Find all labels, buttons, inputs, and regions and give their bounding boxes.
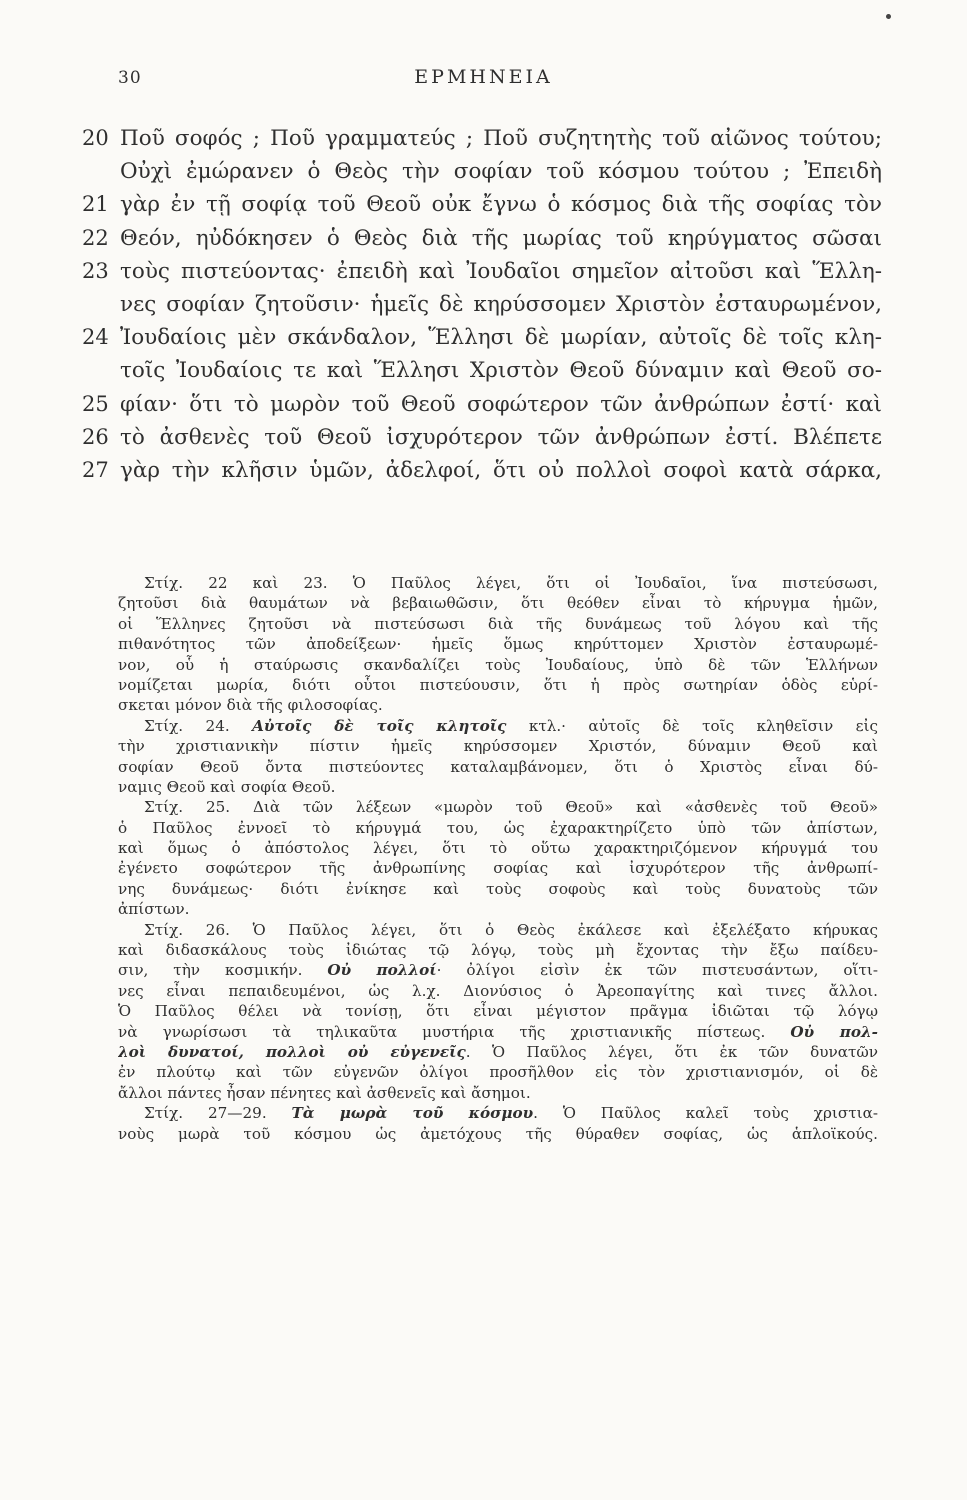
note-line — [118, 797, 878, 817]
verse-line — [82, 255, 882, 288]
note-line — [118, 593, 878, 613]
verse-text: Θεόν, ηὐδόκησεν ὁ Θεὸς διὰ τῆς μωρίας τοῦ κηρύγματος σῶσαι — [120, 225, 882, 251]
verse-number: 21 — [82, 192, 109, 217]
commentary-notes — [118, 573, 878, 1144]
verse-number: 27 — [82, 457, 109, 482]
verse-number: 25 — [82, 391, 109, 416]
note-text: νον, οὗ ἡ σταύρωσις σκανδαλίζει τοὺς Ἰουδαίους, ὑπὸ δὲ τῶν Ἑλλήνων — [118, 655, 878, 674]
note-text: καὶ ὅμως ὁ ἀπόστολος λέγει, ὅτι τὸ οὕτω χαρακτηριζόμενον κήρυγμά του — [118, 839, 878, 858]
verse-text: τοὺς πιστεύοντας· ἐπειδὴ καὶ Ἰουδαῖοι σημεῖον αἰτοῦσι καὶ Ἕλλη- — [120, 258, 882, 284]
verse-text: φίαν· ὅτι τὸ μωρὸν τοῦ Θεοῦ σοφώτερον τῶν ἀνθρώπων ἐστί· καὶ — [120, 391, 882, 417]
page-header — [0, 64, 967, 94]
verse-number: 23 — [82, 258, 109, 283]
verse-text: Ἰουδαίοις μὲν σκάνδαλον, Ἕλλησι δὲ μωρίαν, αὐτοῖς δὲ τοῖς κλη- — [120, 325, 882, 351]
verse-number: 20 — [82, 126, 109, 150]
note-text: σοφίαν Θεοῦ ὄντα πιστεύοντες καταλαμβάνομεν, ὅτι ὁ Χριστὸς εἶναι δύ- — [118, 757, 878, 776]
note-text: ὁ Παῦλος ἐννοεῖ τὸ κήρυγμά του, ὡς ἐχαρακτηρίζετο ὑπὸ τῶν ἀπίστων, — [118, 818, 878, 837]
note-line — [118, 940, 878, 960]
note-line — [118, 716, 878, 736]
note-text: νες εἶναι πεπαιδευμένοι, ὡς λ.χ. Διονύσιος ὁ Ἀρεοπαγίτης καὶ τινες ἄλλοι. — [118, 981, 878, 1000]
note-text: τὴν χριστιανικὴν πίστιν ἡμεῖς κηρύσσομεν Χριστόν, δύναμιν Θεοῦ καὶ — [118, 737, 878, 756]
verse-text: τὸ ἀσθενὲς τοῦ Θεοῦ ἰσχυρότερον τῶν ἀνθρώπων ἐστί. Βλέπετε — [120, 424, 882, 450]
page-number: 30 — [118, 68, 142, 88]
note-text: ἄλλοι πάντες ἦσαν πένητες καὶ ἀσθενεῖς καὶ ἄσημοι. — [118, 1083, 531, 1102]
running-title: ΕΡΜΗΝΕΙΑ — [414, 66, 553, 88]
note-line — [118, 981, 878, 1001]
note-text: οἱ Ἕλληνες ζητοῦσι νὰ πιστεύσωσι διὰ τῆς δυνάμεως τοῦ λόγου καὶ τῆς — [118, 614, 878, 633]
verse-text: τοῖς Ἰουδαίοις τε καὶ Ἕλλησι Χριστὸν Θεοῦ δύναμιν καὶ Θεοῦ σο- — [120, 358, 882, 384]
note-text: Ὁ Παῦλος θέλει νὰ τονίσῃ, ὅτι εἶναι μέγιστον πρᾶγμα ἰδιῶται τῷ λόγῳ — [118, 1002, 878, 1021]
note-line — [118, 838, 878, 858]
note-text: Στίχ. 24. — [144, 716, 253, 735]
note-text: νης δυνάμεως· διότι ἐνίκησε καὶ τοὺς σοφοὺς καὶ τοὺς δυνατοὺς τῶν — [118, 879, 878, 898]
note-text: νομίζεται μωρία, διότι οὗτοι πιστεύουσιν, ὅτι ἡ πρὸς σωτηρίαν ὁδὸς εὑρί- — [118, 675, 878, 694]
note-line — [118, 777, 878, 797]
note-text: . Ὁ Παῦλος λέγει, ὅτι ἐκ τῶν δυνατῶν — [465, 1042, 878, 1061]
verse-number: 24 — [82, 325, 109, 350]
verse-number: 26 — [82, 424, 109, 449]
verse-text: Οὐχὶ ἐμώρανεν ὁ Θεὸς τὴν σοφίαν τοῦ κόσμου τούτου ; Ἐπειδὴ — [120, 159, 882, 185]
note-text: σκεται μόνον διὰ τῆς φιλοσοφίας. — [118, 696, 383, 715]
note-line — [118, 1042, 878, 1062]
note-line — [118, 736, 878, 756]
verse-line — [82, 454, 882, 487]
lemma-text: Οὐ πολ- — [790, 1022, 878, 1041]
note-text: ζητοῦσι διὰ θαυμάτων νὰ βεβαιωθῶσιν, ὅτι θεόθεν εἶναι τὸ κήρυγμα ἡμῶν, — [118, 594, 878, 613]
note-line — [118, 1103, 878, 1123]
note-line — [118, 573, 878, 593]
note-text: σιν, τὴν κοσμικήν. — [118, 961, 328, 980]
note-text: καὶ διδασκάλους τοὺς ἰδιώτας τῷ λόγῳ, τοὺς μὴ ἔχοντας τὴν ἔξω παίδευ- — [118, 941, 878, 960]
verse-line — [82, 222, 882, 255]
verse-text: Ποῦ σοφός ; Ποῦ γραμματεύς ; Ποῦ συζητητὴς τοῦ αἰῶνος τούτου; — [120, 126, 882, 151]
note-line — [118, 1083, 878, 1103]
note-text: κτλ.· αὐτοῖς δὲ τοῖς κληθεῖσιν εἰς — [506, 716, 878, 735]
note-line — [118, 818, 878, 838]
note-line — [118, 675, 878, 695]
note-text: Στίχ. 22 καὶ 23. Ὁ Παῦλος λέγει, ὅτι οἱ Ἰουδαῖοι, ἵνα πιστεύσωσι, — [144, 574, 878, 592]
verse-line — [82, 122, 882, 155]
verse-line — [82, 155, 882, 188]
note-line — [118, 1001, 878, 1021]
note-text: · ὀλίγοι εἰσὶν ἐκ τῶν πιστευσάντων, οἵτι- — [436, 961, 878, 980]
note-line — [118, 1062, 878, 1082]
note-text: Στίχ. 27—29. — [144, 1104, 292, 1123]
note-line — [118, 1124, 878, 1144]
note-text: ἐγένετο σοφώτερον τῆς ἀνθρωπίνης σοφίας καὶ ἰσχυρότερον τῆς ἀνθρωπί- — [118, 859, 878, 878]
lemma-text: Τὰ μωρὰ τοῦ κόσμου — [291, 1104, 534, 1123]
verse-line — [82, 354, 882, 387]
note-text: νοὺς μωρὰ τοῦ κόσμου ὡς ἀμετόχους τῆς θύραθεν σοφίας, ὡς ἁπλοϊκούς. — [118, 1124, 878, 1143]
note-line — [118, 634, 878, 654]
verse-line — [82, 388, 882, 421]
note-line — [118, 757, 878, 777]
note-line — [118, 1022, 878, 1042]
note-line — [118, 655, 878, 675]
note-text: Στίχ. 26. Ὁ Παῦλος λέγει, ὅτι ὁ Θεὸς ἐκάλεσε καὶ ἐξελέξατο κήρυκας — [144, 920, 878, 939]
verse-line — [82, 421, 882, 454]
note-line — [118, 695, 878, 715]
verse-text: νες σοφίαν ζητοῦσιν· ἡμεῖς δὲ κηρύσσομεν Χριστὸν ἐσταυρωμένον, — [120, 291, 882, 317]
verse-line — [82, 188, 882, 221]
note-text: Στίχ. 25. Διὰ τῶν λέξεων «μωρὸν τοῦ Θεοῦ» καὶ «ἀσθενὲς τοῦ Θεοῦ» — [144, 798, 878, 817]
verse-text: γὰρ τὴν κλῆσιν ὑμῶν, ἀδελφοί, ὅτι οὐ πολλοὶ σοφοὶ κατὰ σάρκα, — [120, 457, 882, 483]
scripture-text — [82, 122, 882, 487]
note-text: . Ὁ Παῦλος καλεῖ τοὺς χριστια- — [533, 1104, 878, 1123]
note-line — [118, 960, 878, 980]
verse-line — [82, 288, 882, 321]
lemma-text: Οὐ πολλοί — [327, 961, 437, 980]
note-text: ἀπίστων. — [118, 900, 190, 919]
lemma-text: λοὶ δυνατοί, πολλοὶ οὐ εὐγενεῖς — [118, 1042, 466, 1061]
note-text: ἐν πλούτῳ καὶ τῶν εὐγενῶν ὀλίγοι προσῆλθον εἰς τὸν χριστιανισμόν, οἱ δὲ — [118, 1063, 878, 1082]
verse-number: 22 — [82, 225, 109, 250]
note-line — [118, 879, 878, 899]
verse-text: γὰρ ἐν τῇ σοφίᾳ τοῦ Θεοῦ οὐκ ἔγνω ὁ κόσμος διὰ τῆς σοφίας τὸν — [120, 192, 882, 218]
note-text: πιθανότητος τῶν ἀποδείξεων· ἡμεῖς ὅμως κηρύττομεν Χριστὸν ἐσταυρωμέ- — [118, 635, 878, 654]
lemma-text: Αὐτοῖς δὲ τοῖς κλητοῖς — [252, 716, 507, 735]
note-line — [118, 899, 878, 919]
note-text: ναμις Θεοῦ καὶ σοφία Θεοῦ. — [118, 777, 336, 796]
note-text: νὰ γνωρίσωσι τὰ τηλικαῦτα μυστήρια τῆς χριστιανικῆς πίστεως. — [118, 1022, 791, 1041]
note-line — [118, 614, 878, 634]
note-line — [118, 858, 878, 878]
note-line — [118, 920, 878, 940]
verse-line — [82, 321, 882, 354]
ink-speck — [886, 14, 891, 19]
